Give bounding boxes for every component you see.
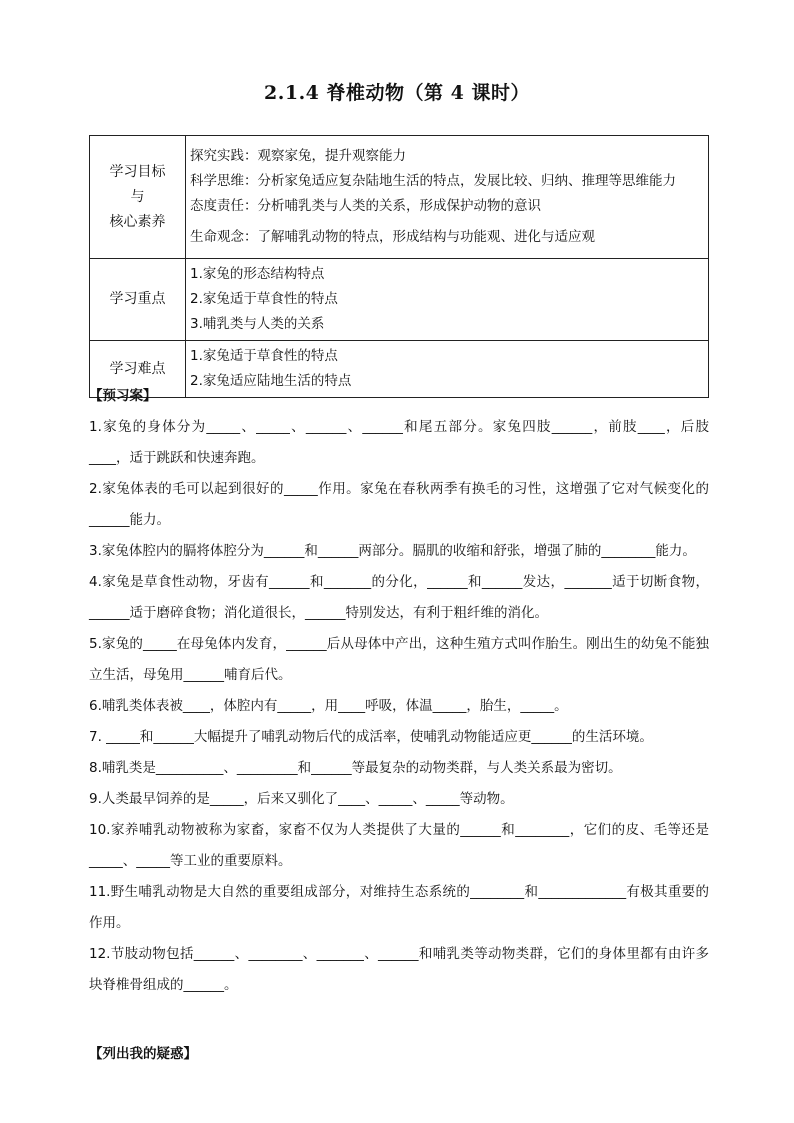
label-line: 学习目标 xyxy=(109,163,166,180)
difficulty-item: 2.家兔适应陆地生活的特点 xyxy=(190,373,352,389)
label-line: 与 xyxy=(130,188,145,205)
question-item: 10.家养哺乳动物被称为家畜，家畜不仅为人类提供了大量的______和________，它们的皮、毛等还是_____、_____等工业的重要原料。 xyxy=(89,822,709,869)
question-list xyxy=(89,412,709,1001)
preview-heading: 【预习案】 xyxy=(89,388,157,404)
question-item: 11.野生哺乳动物是大自然的重要组成部分，对维持生态系统的________和_____________有极其重要的作用。 xyxy=(89,884,709,931)
objective-item: 探究实践：观察家兔，提升观察能力 xyxy=(190,148,406,164)
row-content-objectives xyxy=(186,136,709,259)
key-point-item: 1.家兔的形态结构特点 xyxy=(190,266,325,282)
question-item: 12.节肢动物包括______、________、_______、______和哺乳类等动物类群，它们的身体里都有由许多块脊椎骨组成的______。 xyxy=(89,946,709,993)
row-label-objectives xyxy=(90,136,186,259)
question-item: 3.家兔体腔内的膈将体腔分为______和______两部分。膈肌的收缩和舒张，增强了肺的________能力。 xyxy=(89,543,696,559)
row-content-key-points xyxy=(186,259,709,341)
question-item: 1.家兔的身体分为_____、_____、______、______和尾五部分。家兔四肢______，前肢____，后肢____，适于跳跃和快速奔跑。 xyxy=(89,419,709,466)
question-item: 4.家兔是草食性动物，牙齿有______和_______的分化，______和______发达，_______适于切断食物，______适于磨碎食物；消化道很长，______特别发达，有利于粗纤维的消化。 xyxy=(89,574,709,621)
question-item: 8.哺乳类是__________、_________和______等最复杂的动物类群，与人类关系最为密切。 xyxy=(89,760,622,776)
objective-item: 生命观念：了解哺乳动物的特点，形成结构与功能观、进化与适应观 xyxy=(190,229,595,245)
question-item: 9.人类最早饲养的是_____，后来又驯化了____、_____、_____等动物。 xyxy=(89,791,514,807)
question-item: 7. _____和______大幅提升了哺乳动物后代的成活率，使哺乳动物能适应更______的生活环境。 xyxy=(89,729,653,745)
difficulty-item: 1.家兔适于草食性的特点 xyxy=(190,348,338,364)
label-line: 核心素养 xyxy=(109,213,166,230)
question-item: 6.哺乳类体表被____，体腔内有_____，用____呼吸，体温_____，胎生，_____。 xyxy=(89,698,568,714)
key-point-item: 2.家兔适于草食性的特点 xyxy=(190,291,338,307)
page-title: 2.1.4 脊椎动物（第 4 课时） xyxy=(264,82,530,104)
key-point-item: 3.哺乳类与人类的关系 xyxy=(190,316,325,332)
objective-item: 科学思维：分析家兔适应复杂陆地生活的特点，发展比较、归纳、推理等思维能力 xyxy=(190,173,676,189)
question-item: 2.家兔体表的毛可以起到很好的_____作用。家兔在春秋两季有换毛的习性，这增强了它对气候变化的______能力。 xyxy=(89,481,709,528)
doubts-heading: 【列出我的疑惑】 xyxy=(89,1046,197,1062)
table-row xyxy=(90,341,709,398)
objective-item: 态度责任：分析哺乳类与人类的关系，形成保护动物的意识 xyxy=(190,198,541,214)
question-item: 5.家兔的_____在母兔体内发育，______后从母体中产出，这种生殖方式叫作胎生。刚出生的幼兔不能独立生活，母兔用______哺育后代。 xyxy=(89,636,709,683)
table-row xyxy=(90,136,709,259)
row-label-key-points xyxy=(90,259,186,341)
label-line: 学习重点 xyxy=(109,291,166,307)
objectives-table xyxy=(89,135,709,398)
label-line: 学习难点 xyxy=(109,360,166,377)
row-content-difficulties xyxy=(186,341,709,398)
table-row xyxy=(90,259,709,341)
